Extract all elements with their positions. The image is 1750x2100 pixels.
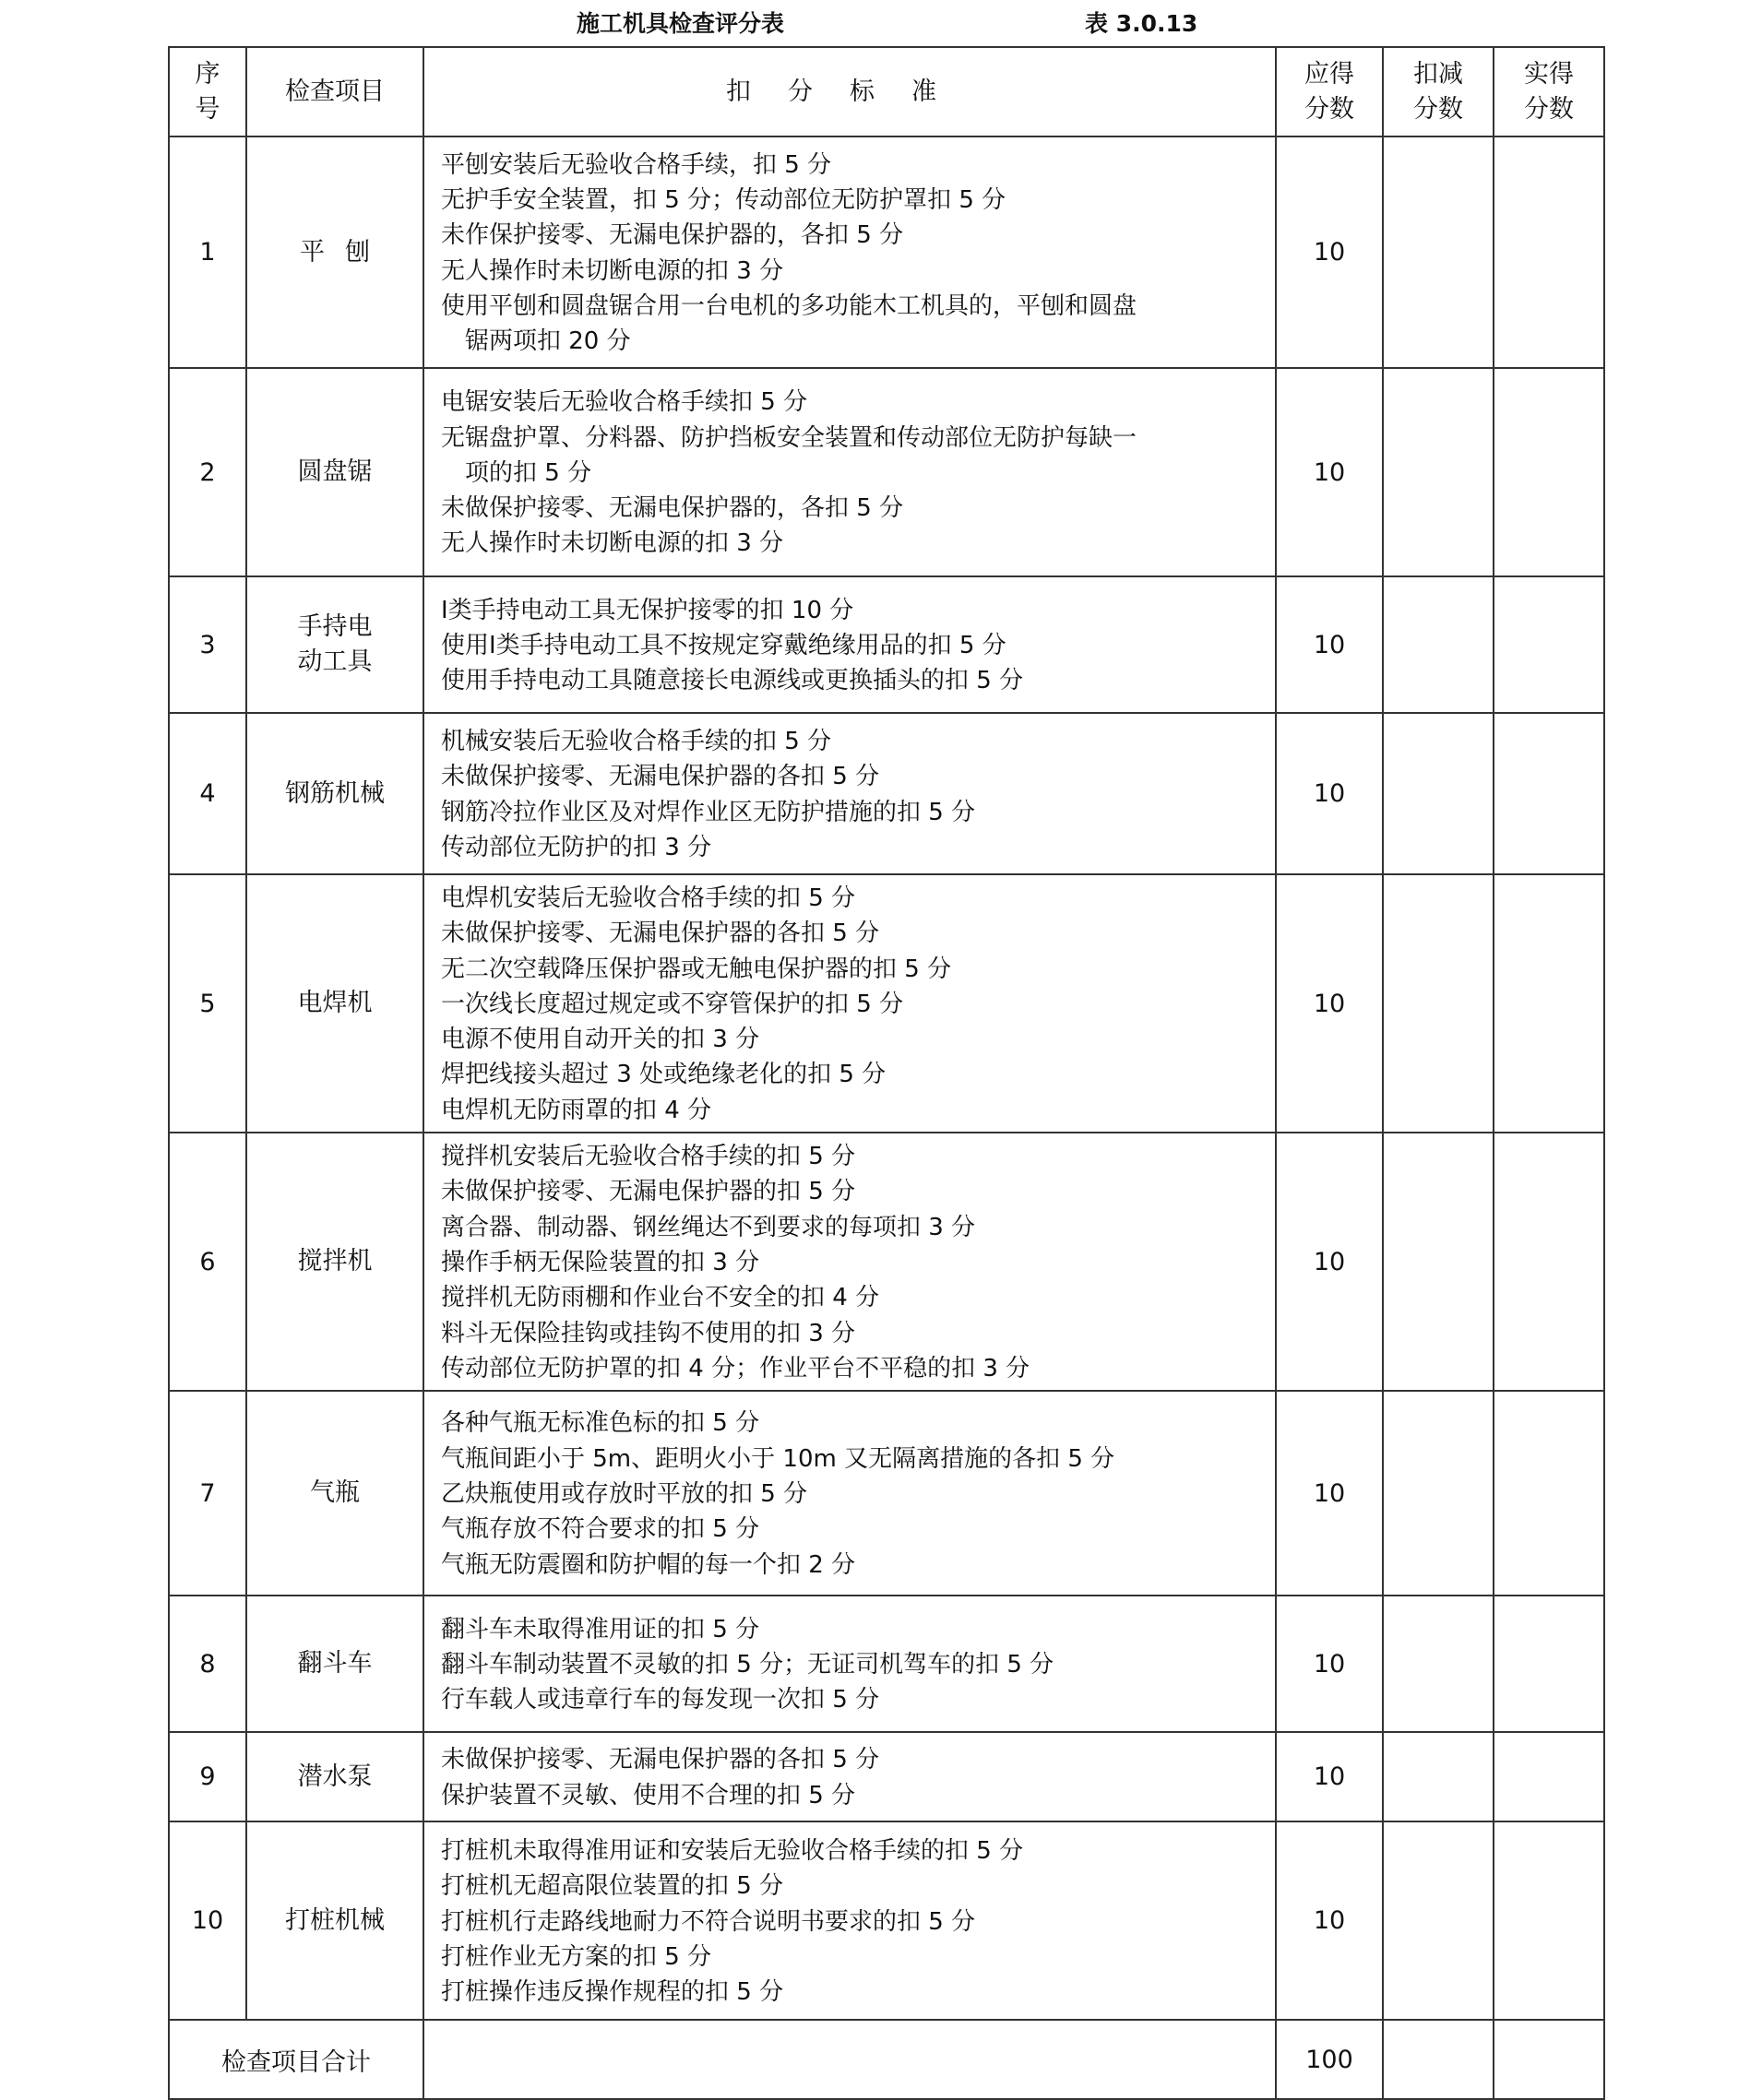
- header-seq: 序 号: [169, 47, 246, 136]
- criteria-line: 传动部位无防护的扣 3 分: [441, 833, 712, 861]
- criteria-line: 一次线长度超过规定或不穿管保护的扣 5 分: [441, 990, 904, 1018]
- criteria-line: 无护手安全装置，扣 5 分；传动部位无防护罩扣 5 分: [441, 185, 1006, 214]
- row-actual-score: [1494, 1133, 1604, 1391]
- row-item-name: [246, 1596, 423, 1732]
- criteria-line: 使用Ⅰ类手持电动工具不按规定穿戴绝缘用品的扣 5 分: [441, 631, 1006, 659]
- criteria-line: 离合器、制动器、钢丝绳达不到要求的每项扣 3 分: [441, 1213, 976, 1241]
- row-deduct-score: [1383, 1596, 1494, 1732]
- row-deduct-score: [1383, 1391, 1494, 1596]
- row-should-score: 10: [1276, 1133, 1383, 1391]
- criteria-line: 平刨安装后无验收合格手续，扣 5 分: [441, 150, 832, 179]
- row-number: 10: [169, 1821, 246, 2020]
- row-deduct-score: [1383, 713, 1494, 874]
- row-number: 2: [169, 368, 246, 576]
- item-name-line: 气瓶: [310, 1478, 360, 1508]
- table-code: 表 3.0.13: [1085, 10, 1198, 37]
- table-row: [169, 576, 1604, 713]
- row-deduct-score: [1383, 136, 1494, 368]
- criteria-line: 乙炔瓶使用或存放时平放的扣 5 分: [441, 1480, 808, 1508]
- criteria-line: 未做保护接零、无漏电保护器的，各扣 5 分: [441, 494, 904, 523]
- row-item-name: [246, 576, 423, 713]
- row-number: 3: [169, 576, 246, 713]
- criteria-line: 传动部位无防护罩的扣 4 分；作业平台不平稳的扣 3 分: [441, 1354, 1030, 1382]
- criteria-line: Ⅰ类手持电动工具无保护接零的扣 10 分: [441, 596, 854, 624]
- row-should-score: 10: [1276, 1596, 1383, 1732]
- row-should-score: 10: [1276, 136, 1383, 368]
- total-row: [169, 2020, 1604, 2099]
- row-item-name: [246, 1821, 423, 2020]
- row-actual-score: [1494, 368, 1604, 576]
- row-number: 4: [169, 713, 246, 874]
- row-actual-score: [1494, 136, 1604, 368]
- row-criteria: [423, 1732, 1276, 1821]
- row-actual-score: [1494, 1821, 1604, 2020]
- criteria-line: 搅拌机无防雨棚和作业台不安全的扣 4 分: [441, 1284, 880, 1312]
- criteria-line: 保护装置不灵敏、使用不合理的扣 5 分: [441, 1781, 856, 1809]
- criteria-line: 电源不使用自动开关的扣 3 分: [441, 1026, 760, 1054]
- criteria-line: 料斗无保险挂钩或挂钩不使用的扣 3 分: [441, 1319, 856, 1347]
- item-name-line: 动工具: [297, 647, 373, 676]
- row-item-name: [246, 1732, 423, 1821]
- table-row: [169, 1391, 1604, 1596]
- row-criteria: [423, 136, 1276, 368]
- row-criteria: [423, 874, 1276, 1133]
- header-criteria: 扣分标准: [423, 47, 1276, 136]
- criteria-line: 打桩机行走路线地耐力不符合说明书要求的扣 5 分: [441, 1907, 976, 1936]
- criteria-line: 各种气瓶无标准色标的扣 5 分: [441, 1409, 760, 1438]
- total-deduct-empty: [1383, 2020, 1494, 2099]
- table-row: [169, 1732, 1604, 1821]
- item-name-line: 打桩机械: [285, 1905, 385, 1935]
- row-should-score: 10: [1276, 368, 1383, 576]
- table-row: [169, 874, 1604, 1133]
- criteria-line: 项的扣 5 分: [465, 458, 592, 487]
- row-number: 1: [169, 136, 246, 368]
- criteria-line: 钢筋冷拉作业区及对焊作业区无防护措施的扣 5 分: [441, 798, 976, 826]
- header-should-score: 应得 分数: [1276, 47, 1383, 136]
- criteria-line: 未作保护接零、无漏电保护器的，各扣 5 分: [441, 221, 904, 250]
- row-criteria: [423, 1133, 1276, 1391]
- criteria-line: 翻斗车未取得准用证的扣 5 分: [441, 1615, 760, 1643]
- row-item-name: [246, 368, 423, 576]
- criteria-line: 翻斗车制动装置不灵敏的扣 5 分；无证司机驾车的扣 5 分: [441, 1651, 1054, 1679]
- row-should-score: 10: [1276, 576, 1383, 713]
- criteria-line: 无二次空载降压保护器或无触电保护器的扣 5 分: [441, 955, 952, 983]
- item-name-line: 手持电: [297, 612, 373, 641]
- table-title: 施工机具检查评分表: [577, 10, 785, 37]
- criteria-line: 无锯盘护罩、分料器、防护挡板安全装置和传动部位无防护每缺一: [441, 423, 1137, 452]
- criteria-line: 机械安装后无验收合格手续的扣 5 分: [441, 727, 832, 755]
- row-actual-score: [1494, 874, 1604, 1133]
- table-row: [169, 1133, 1604, 1391]
- criteria-line: 未做保护接零、无漏电保护器的各扣 5 分: [441, 919, 880, 948]
- row-number: 7: [169, 1391, 246, 1596]
- row-actual-score: [1494, 1391, 1604, 1596]
- header-deduct-score: 扣减 分数: [1383, 47, 1494, 136]
- row-should-score: 10: [1276, 1821, 1383, 2020]
- table-row: [169, 713, 1604, 874]
- row-deduct-score: [1383, 1821, 1494, 2020]
- row-actual-score: [1494, 576, 1604, 713]
- table-row: [169, 368, 1604, 576]
- table-row: [169, 136, 1604, 368]
- total-score: 100: [1276, 2020, 1383, 2099]
- total-label: 检查项目合计: [169, 2020, 423, 2099]
- criteria-line: 未做保护接零、无漏电保护器的扣 5 分: [441, 1178, 856, 1206]
- item-name-line: 电焊机: [297, 989, 373, 1018]
- criteria-line: 行车载人或违章行车的每发现一次扣 5 分: [441, 1686, 880, 1714]
- row-criteria: [423, 1391, 1276, 1596]
- criteria-line: 电焊机安装后无验收合格手续的扣 5 分: [441, 884, 856, 912]
- criteria-line: 气瓶无防震圈和防护帽的每一个扣 2 分: [441, 1550, 856, 1579]
- row-item-name: [246, 874, 423, 1133]
- row-criteria: [423, 713, 1276, 874]
- table-row: [169, 1821, 1604, 2020]
- criteria-line: 打桩作业无方案的扣 5 分: [441, 1942, 712, 1971]
- row-should-score: 10: [1276, 713, 1383, 874]
- row-item-name: [246, 713, 423, 874]
- row-criteria: [423, 576, 1276, 713]
- header-actual-score: 实得 分数: [1494, 47, 1604, 136]
- row-item-name: [246, 1391, 423, 1596]
- item-name-line: 潜水泵: [297, 1762, 373, 1791]
- row-deduct-score: [1383, 368, 1494, 576]
- criteria-line: 使用手持电动工具随意接长电源线或更换插头的扣 5 分: [441, 667, 1024, 695]
- criteria-line: 焊把线接头超过 3 处或绝缘老化的扣 5 分: [441, 1061, 887, 1089]
- criteria-line: 气瓶存放不符合要求的扣 5 分: [441, 1515, 760, 1544]
- header-item: 检查项目: [246, 47, 423, 136]
- criteria-line: 打桩机未取得准用证和安装后无验收合格手续的扣 5 分: [441, 1836, 1024, 1865]
- header-row: [169, 47, 1604, 136]
- row-number: 6: [169, 1133, 246, 1391]
- row-criteria: [423, 1596, 1276, 1732]
- score-table: [168, 46, 1605, 2100]
- criteria-line: 搅拌机安装后无验收合格手续的扣 5 分: [441, 1143, 856, 1171]
- item-name-line: 翻斗车: [297, 1649, 373, 1679]
- row-deduct-score: [1383, 1732, 1494, 1821]
- criteria-line: 使用平刨和圆盘锯合用一台电机的多功能木工机具的，平刨和圆盘: [441, 291, 1137, 320]
- criteria-line: 未做保护接零、无漏电保护器的各扣 5 分: [441, 1746, 880, 1774]
- criteria-line: 无人操作时未切断电源的扣 3 分: [441, 256, 784, 285]
- item-name-line: 钢筋机械: [285, 778, 385, 808]
- row-item-name: [246, 136, 423, 368]
- row-should-score: 10: [1276, 874, 1383, 1133]
- item-name-line: 平刨: [300, 237, 390, 267]
- row-number: 5: [169, 874, 246, 1133]
- criteria-line: 打桩机无超高限位装置的扣 5 分: [441, 1872, 784, 1901]
- criteria-line: 未做保护接零、无漏电保护器的各扣 5 分: [441, 763, 880, 791]
- row-should-score: 10: [1276, 1391, 1383, 1596]
- criteria-line: 操作手柄无保险装置的扣 3 分: [441, 1248, 760, 1276]
- table-row: [169, 1596, 1604, 1732]
- title-row: [0, 6, 1750, 42]
- row-actual-score: [1494, 1732, 1604, 1821]
- criteria-line: 锯两项扣 20 分: [465, 327, 631, 356]
- row-criteria: [423, 368, 1276, 576]
- row-deduct-score: [1383, 1133, 1494, 1391]
- item-name-line: 搅拌机: [297, 1247, 373, 1276]
- row-deduct-score: [1383, 576, 1494, 713]
- row-should-score: 10: [1276, 1732, 1383, 1821]
- criteria-line: 电焊机无防雨罩的扣 4 分: [441, 1096, 712, 1124]
- criteria-line: 气瓶间距小于 5m、距明火小于 10m 又无隔离措施的各扣 5 分: [441, 1444, 1115, 1473]
- item-name-line: 圆盘锯: [297, 457, 373, 486]
- criteria-line: 打桩操作违反操作规程的扣 5 分: [441, 1978, 784, 2007]
- row-actual-score: [1494, 713, 1604, 874]
- row-actual-score: [1494, 1596, 1604, 1732]
- row-number: 8: [169, 1596, 246, 1732]
- row-item-name: [246, 1133, 423, 1391]
- total-criteria-empty: [423, 2020, 1276, 2099]
- row-criteria: [423, 1821, 1276, 2020]
- criteria-line: 无人操作时未切断电源的扣 3 分: [441, 529, 784, 558]
- criteria-line: 电锯安装后无验收合格手续扣 5 分: [441, 388, 808, 417]
- total-actual-empty: [1494, 2020, 1604, 2099]
- row-deduct-score: [1383, 874, 1494, 1133]
- row-number: 9: [169, 1732, 246, 1821]
